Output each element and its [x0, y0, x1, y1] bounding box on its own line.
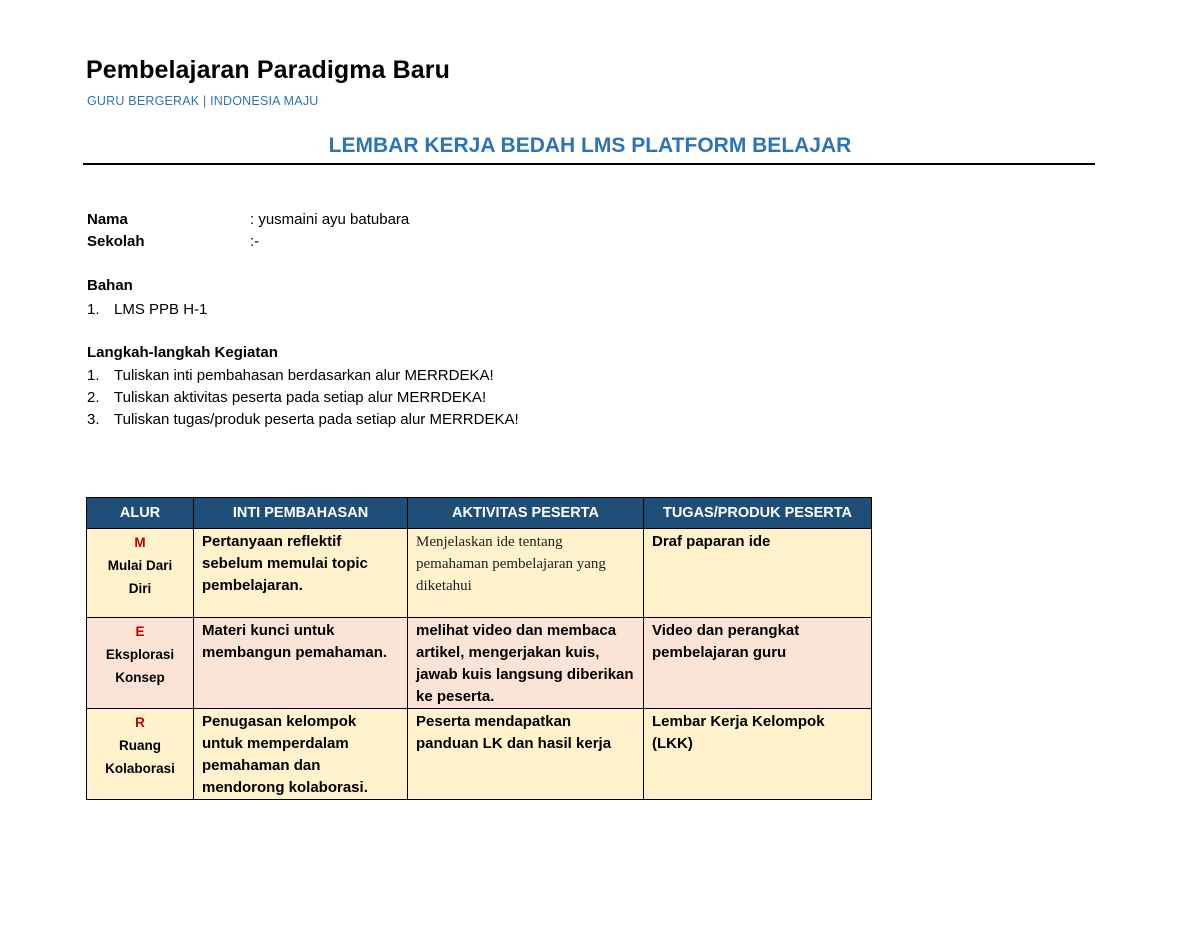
list-text: LMS PPB H-1 — [114, 301, 208, 318]
header-alur: ALUR — [87, 498, 194, 529]
aktivitas-cell: Peserta mendapatkan panduan LK dan hasil kerja — [408, 709, 644, 800]
alur-letter: E — [135, 624, 145, 639]
header-aktivitas: AKTIVITAS PESERTA — [408, 498, 644, 529]
document-title: Pembelajaran Paradigma Baru — [86, 56, 450, 84]
aktivitas-cell: Menjelaskan ide tentang pemahaman pembelajaran yang diketahui — [408, 529, 644, 618]
alur-cell — [87, 618, 194, 709]
materials-list — [87, 299, 207, 321]
document-subtitle: GURU BERGERAK | INDONESIA MAJU — [87, 94, 319, 108]
alur-cell — [87, 709, 194, 800]
alur-name-line: Eksplorasi — [105, 647, 175, 662]
tugas-cell: Lembar Kerja Kelompok (LKK) — [644, 709, 872, 800]
list-text: Tuliskan inti pembahasan berdasarkan alur MERRDEKA! — [114, 367, 494, 384]
title-divider — [83, 163, 1095, 165]
aktivitas-cell: melihat video dan membaca artikel, mengerjakan kuis, jawab kuis langsung diberikan ke peserta. — [408, 618, 644, 709]
name-label: Nama — [87, 211, 128, 228]
list-number: 2. — [87, 389, 100, 406]
alur-cell — [87, 529, 194, 618]
alur-name-line: Diri — [128, 581, 152, 596]
alur-letter: M — [134, 535, 146, 550]
list-text: Tuliskan aktivitas peserta pada setiap alur MERRDEKA! — [114, 389, 487, 406]
list-number: 1. — [87, 367, 100, 384]
list-text: Tuliskan tugas/produk peserta pada setiap alur MERRDEKA! — [114, 411, 519, 428]
list-item — [87, 387, 519, 409]
alur-name-line: Mulai Dari — [107, 558, 173, 573]
inti-cell: Penugasan kelompok untuk memperdalam pemahaman dan mendorong kolaborasi. — [194, 709, 408, 800]
school-field — [87, 233, 260, 250]
list-number: 1. — [87, 301, 100, 318]
merrdeka-table — [86, 497, 872, 800]
steps-heading: Langkah-langkah Kegiatan — [87, 344, 278, 361]
table-row — [87, 709, 872, 800]
school-label: Sekolah — [87, 233, 145, 250]
worksheet-title: LEMBAR KERJA BEDAH LMS PLATFORM BELAJAR — [328, 134, 852, 157]
tugas-cell: Draf paparan ide — [644, 529, 872, 618]
name-field — [87, 211, 410, 228]
steps-list — [87, 365, 519, 431]
alur-name-line: Ruang — [119, 738, 161, 753]
list-item — [87, 365, 519, 387]
list-number: 3. — [87, 411, 100, 428]
table-header-row — [87, 498, 872, 529]
list-item — [87, 299, 207, 321]
alur-letter: R — [135, 715, 145, 730]
header-inti: INTI PEMBAHASAN — [194, 498, 408, 529]
alur-name-line: Kolaborasi — [105, 761, 175, 776]
materials-heading: Bahan — [87, 277, 133, 294]
alur-name-line: Konsep — [115, 670, 165, 685]
header-tugas: TUGAS/PRODUK PESERTA — [644, 498, 872, 529]
table-row — [87, 529, 872, 618]
inti-cell: Materi kunci untuk membangun pemahaman. — [194, 618, 408, 709]
list-item — [87, 409, 519, 431]
name-value: : yusmaini ayu batubara — [250, 211, 410, 228]
school-value: :- — [250, 233, 260, 250]
inti-cell: Pertanyaan reflektif sebelum memulai topic pembelajaran. — [194, 529, 408, 618]
table-row — [87, 618, 872, 709]
tugas-cell: Video dan perangkat pembelajaran guru — [644, 618, 872, 709]
